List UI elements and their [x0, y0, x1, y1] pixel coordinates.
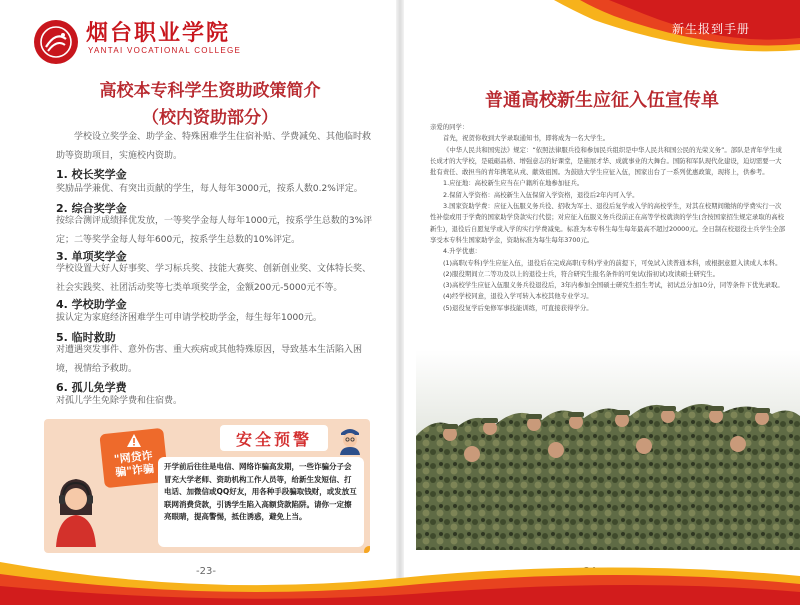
soldiers-photo	[416, 350, 800, 550]
page-gutter	[396, 0, 404, 605]
page-number-left: -23-	[196, 566, 216, 577]
handbook-label: 新生报到手册	[672, 22, 751, 36]
section-heading: 3. 单项奖学金	[56, 250, 127, 263]
policy-title: 高校本专科学生资助政策简介	[99, 81, 321, 101]
warning-triangle-icon	[126, 433, 142, 449]
fraud-badge-text: "网贷诈骗"诈骗	[113, 449, 155, 479]
letter-paragraph: (3)高校学生应征入伍服义务兵役退役后，3年内参加全国硕士研究生招生考试，初试总分加10分，同等条件下优先录取。	[443, 281, 784, 290]
recruitment-title: 普通高校新生应征入伍宣传单	[485, 90, 719, 111]
letter-paragraph: 2.保留入学资格：高校新生入伍保留入学资格，退役后2年内可入学。	[443, 190, 639, 199]
letter-paragraph: 1.应征地：高校新生应当在户籍所在地参加征兵。	[443, 179, 584, 188]
support-agent-icon	[54, 475, 98, 547]
section-body: 按综合测评成绩择优发放，一等奖学金每人每年1000元，按系学生总数的3%评定；二等奖学金每人每年600元，按系学生总数的10%评定。	[56, 216, 373, 245]
letter-paragraph: (5)退役复学后免修军事技能训练，可直接获得学分。	[443, 303, 593, 312]
footer-swoosh	[0, 548, 800, 605]
warning-text: 开学前后往往是电信、网络诈骗高发期，一些诈骗分子会冒充大学老师、资助机构工作人员等，给新生发短信、打电话、加微信或QQ好友，用各种手段骗取钱财，或发放互联网消费贷款，引诱学生陷入高额贷款陷阱。请你一定擦亮眼睛，提高警惕，抵住诱惑，避免上当。	[158, 457, 364, 547]
fraud-badge	[102, 431, 166, 485]
school-logo-icon	[34, 20, 78, 64]
section-body: 拔认定为家庭经济困难学生可申请学校助学金，每生每年1000元。	[56, 313, 322, 323]
letter-paragraph: 《中华人民共和国宪法》规定：“依照法律服兵役和参加民兵组织是中华人民共和国公民的光荣义务”。部队是青年学生成长成才的大学校，是砥砺品格、增强意志的好课堂，是施展才华、成就事业的大舞台。国防和军队现代化建设，迫切需要一大批有责任、敢担当的青年携笔从戎、献效祖国。为鼓励大学生应征入伍，国家出台了一系列优惠政策，现将上，供参考。	[430, 145, 782, 177]
section-heading: 4. 学校助学金	[56, 298, 127, 311]
section-heading: 1. 校长奖学金	[56, 168, 127, 181]
fraud-warning-banner	[44, 419, 370, 553]
section-heading: 5. 临时救助	[56, 331, 116, 344]
school-name-en: YANTAI VOCATIONAL COLLEGE	[88, 46, 242, 55]
recruitment-letter	[430, 122, 786, 314]
section-body: 学校设置大好人好事奖、学习标兵奖、技能大赛奖、创新创业奖、文体特长奖、社会实践奖、社团活动奖等七类单项奖学金，金额200元-5000元不等。	[56, 264, 372, 293]
policy-subtitle: （校内资助部分）	[142, 108, 278, 128]
school-name-cn: 烟台职业学院	[86, 20, 231, 46]
section-body: 对孤儿学生免除学费和住宿费。	[56, 396, 183, 406]
section-body: 奖励品学兼优、有突出贡献的学生，每人每年3000元，按系人数0.2%评定。	[56, 184, 363, 194]
policy-intro: 学校设立奖学金、助学金、特殊困难学生住宿补贴、学费减免、其他临时救助等资助项目，实施校内资助。	[56, 132, 372, 161]
letter-paragraph: 首先，祝贺你收到大学录取通知书，即将成为一名大学生。	[443, 134, 610, 143]
letter-paragraph: (1)高职(专科)学生应征入伍，退役后在完成高职(专科)学业的前提下，可免试入读普通本科，或根据意愿入读成人本科。	[443, 258, 782, 267]
letter-paragraph: (2)服役期间立二等功及以上的退役士兵，符合研究生报名条件的可免试(指初试)攻读硕士研究生。	[443, 269, 720, 278]
letter-paragraph: 3.国家资助学费：应征入伍服义务兵役、招收为军士、退役后复学或入学的高校学生，对其在校期间缴纳的学费实行一次性补偿或用于学费的国家助学贷款实行代偿；对应征入伍服义务兵役前正在高等学校就读的学生(含按国家招生规定录取的高校新生)，退役后自愿复学或入学的实行学费减免。标准为本专科生每生每年最高不超过20000元。全日制在校退役士兵学生全部享受本专科生国家助学金，资助标准为每生每年3700元。	[430, 202, 786, 244]
letter-paragraph: 亲爱的同学：	[430, 123, 469, 131]
warning-title: 安全预警	[220, 425, 328, 451]
letter-paragraph: 4.升学优惠：	[443, 247, 482, 256]
officer-icon	[336, 423, 364, 455]
section-heading: 6. 孤儿免学费	[56, 381, 127, 394]
section-body: 对遭遇突发事件、意外伤害、重大疾病或其他特殊原因，导致基本生活陷入困境，视情给予救助。	[56, 345, 363, 374]
letter-paragraph: (4)经学校同意，退役入学可转入本校其他专业学习。	[443, 292, 593, 301]
section-heading: 2. 综合奖学金	[56, 202, 127, 215]
